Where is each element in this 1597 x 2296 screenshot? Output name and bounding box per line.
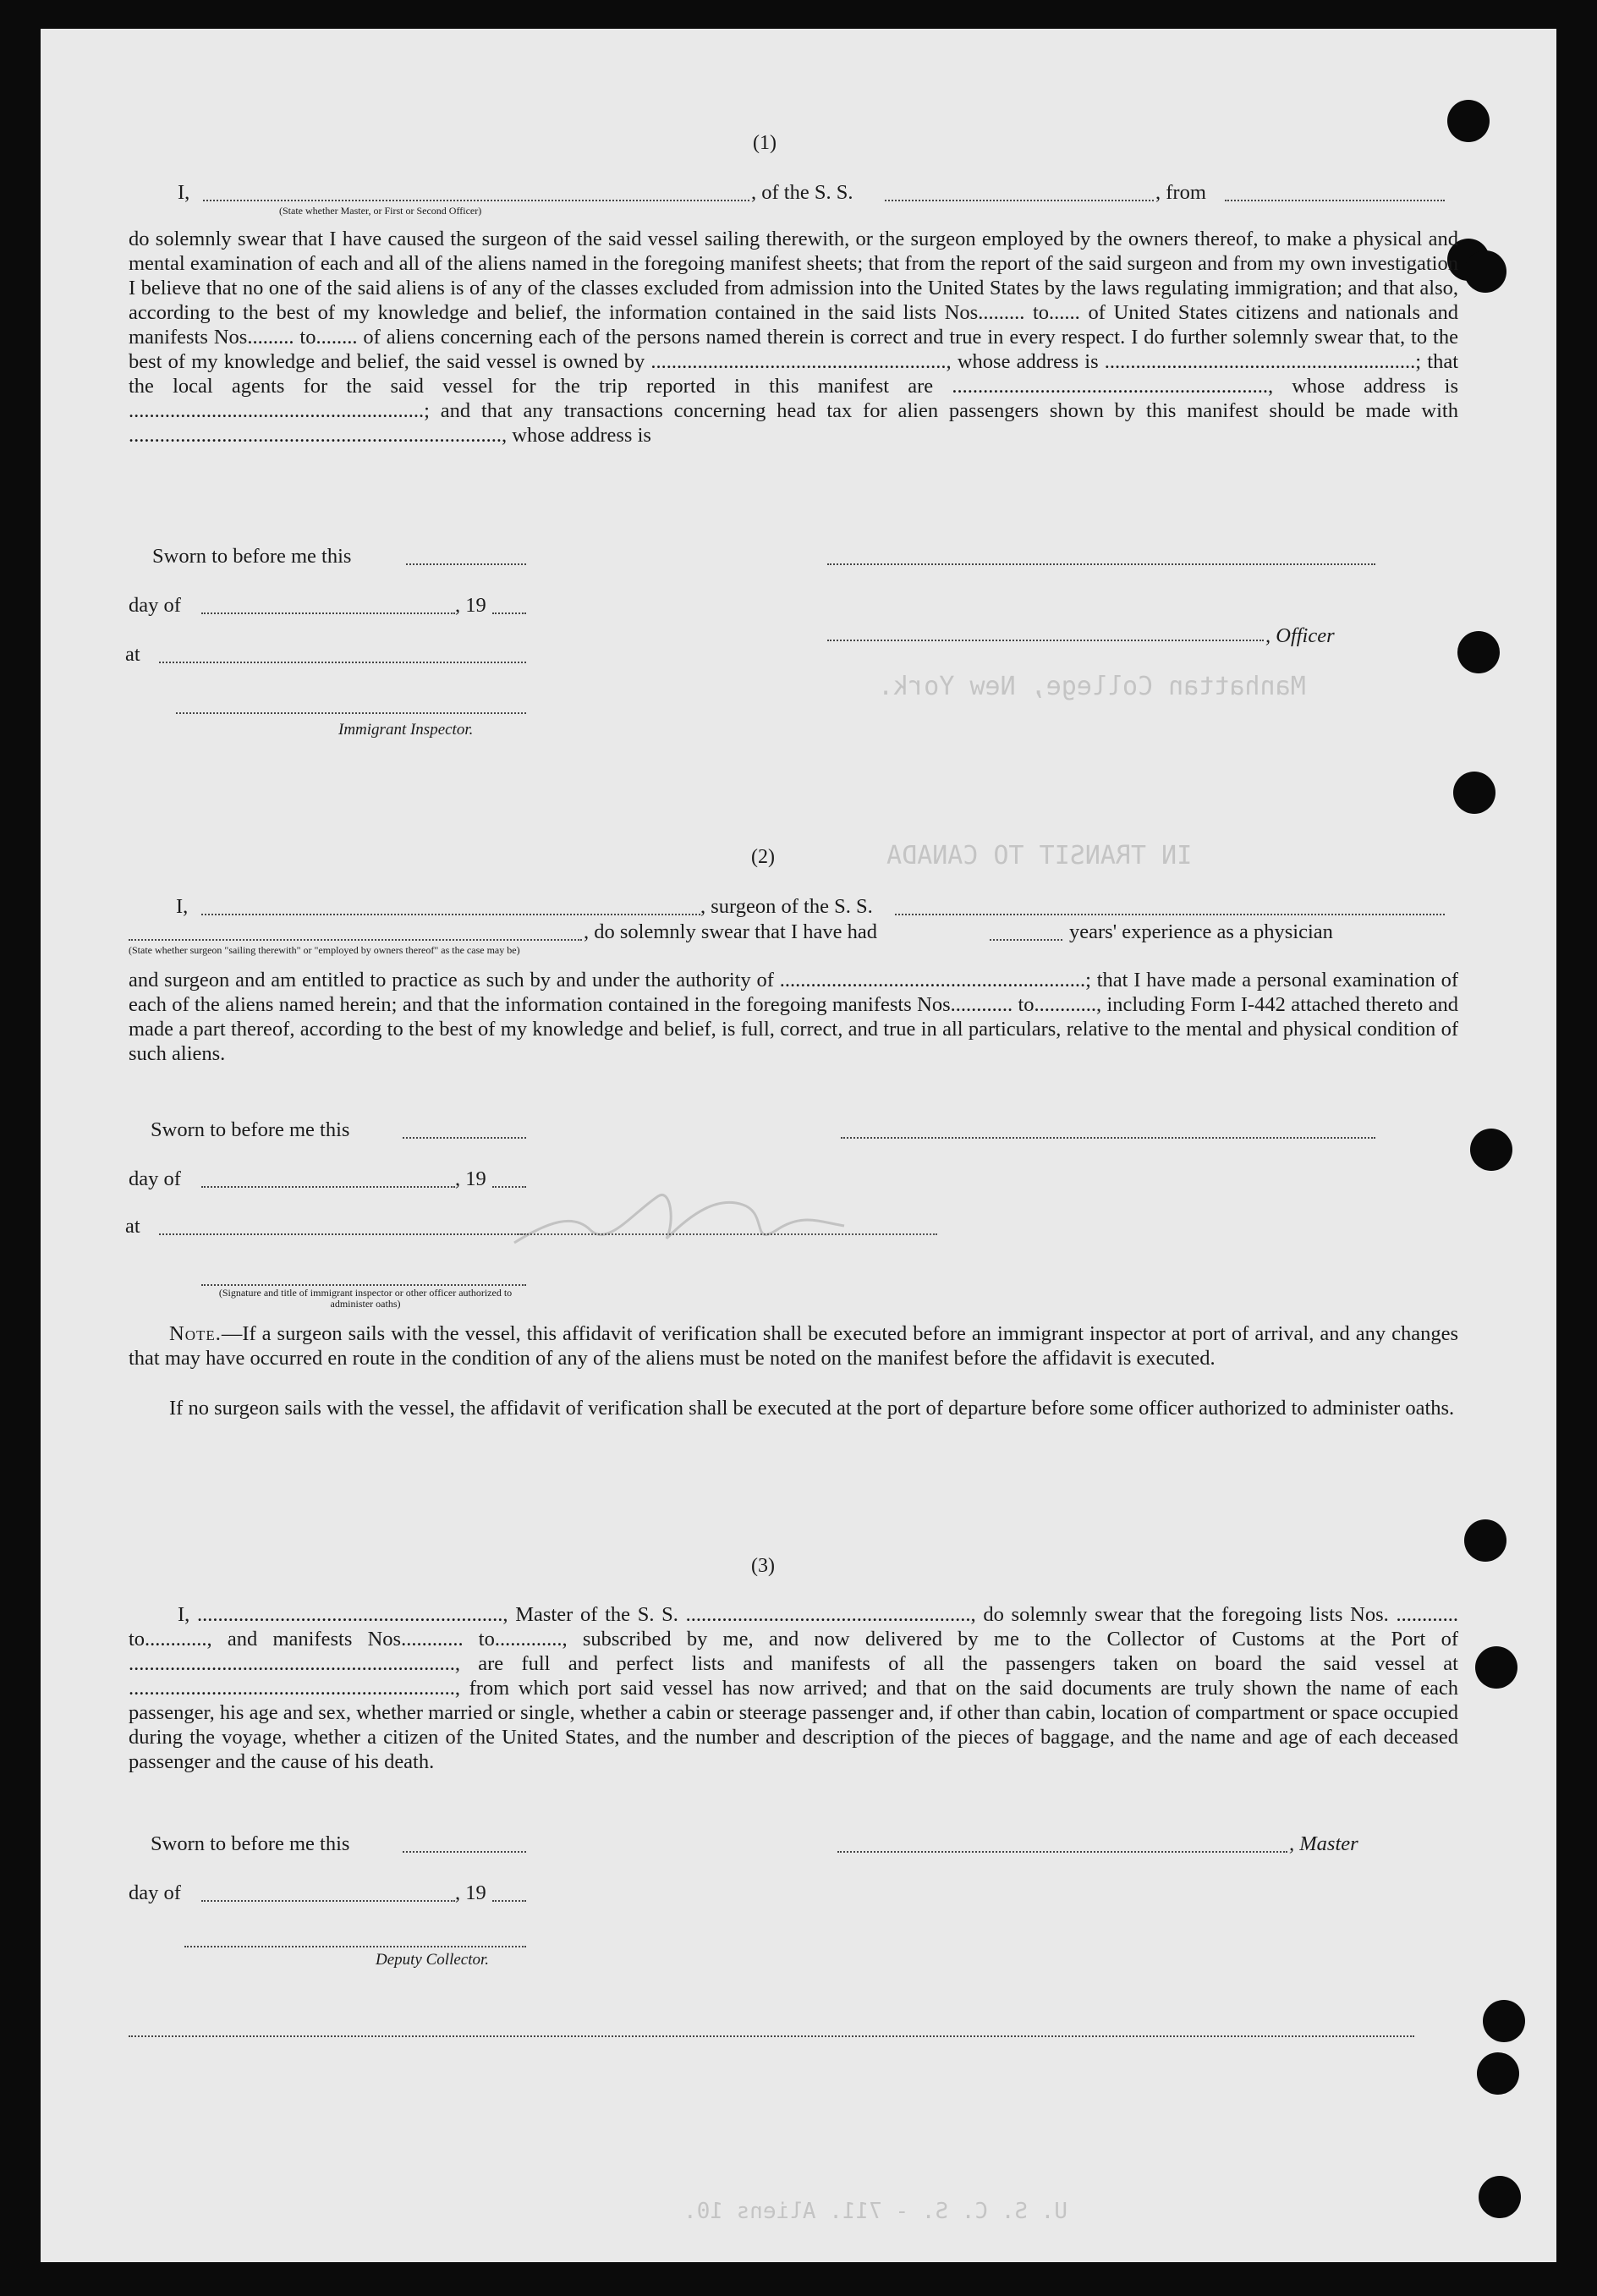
section-2-signature-dots [514, 1233, 937, 1235]
section-1-year: , 19 [455, 594, 486, 617]
section-2-surgeon-of: , surgeon of the S. S. [700, 895, 873, 918]
section-2-vessel-field[interactable] [895, 914, 1445, 915]
note-paragraph-2 [129, 1396, 1458, 1420]
section-1-month-field[interactable] [201, 612, 455, 614]
master-name-field[interactable] [203, 200, 749, 201]
administering-officer-field[interactable] [201, 1284, 526, 1286]
faint-signature [497, 1162, 954, 1264]
master-signature-field[interactable] [837, 1851, 1287, 1853]
bottom-rule [129, 2035, 1414, 2037]
section-1-of-ss: , of the S. S. [751, 181, 853, 204]
officer-label: , Officer [1265, 624, 1335, 647]
section-2-years: years' experience as a physician [1069, 920, 1333, 943]
punch-hole [1479, 2176, 1521, 2218]
section-2-day-of: day of [129, 1167, 181, 1190]
section-1-year-field[interactable] [492, 612, 526, 614]
section-3-sworn: Sworn to before me this [151, 1832, 350, 1855]
master-caption: (State whether Master, or First or Second Officer) [279, 205, 482, 217]
section-2-at-field[interactable] [159, 1233, 526, 1235]
bleed-through-text: U. S. C. S. - 711. Aliens 10. [683, 2199, 1067, 2224]
surgeon-status-field[interactable] [129, 939, 582, 941]
note-label: Note. [169, 1322, 222, 1345]
note-text-1: —If a surgeon sails with the vessel, this affidavit of verification shall be executed before an immigrant inspector at port of arrival, and any changes that may have occurred en route in the condition of any of the aliens must be noted on the manifest before the affidavit is executed. [129, 1322, 1458, 1370]
section-1-heading: (1) [753, 132, 777, 154]
punch-hole [1483, 2000, 1525, 2042]
from-port-field[interactable] [1225, 200, 1445, 201]
note-text-2: If no surgeon sails with the vessel, the affidavit of verification shall be executed at the port of departure before some officer authorized to administer oaths. [169, 1397, 1455, 1420]
form-page [41, 29, 1556, 2262]
immigrant-inspector-label: Immigrant Inspector. [338, 721, 474, 739]
section-2-at: at [125, 1215, 140, 1238]
note-paragraph-1 [129, 1321, 1458, 1370]
section-2-heading: (2) [751, 846, 775, 868]
section-1-signature-line-top[interactable] [827, 563, 1375, 565]
section-1-from: , from [1155, 181, 1206, 204]
punch-hole [1447, 100, 1490, 142]
years-experience-field[interactable] [990, 939, 1062, 941]
section-3-body: I, ..........................................................., Master of the S. S. ......................................................., do solemnly swear that the foregoing lists Nos. ............ to............, and manifests Nos............ to............., subscribed by me, and now delivered by me to the Collector of Customs at the Port of ..............................................................., are full and perfect lists and manifests of all the passengers taken on board the said vessel at ..............................................................., from which port said vessel has now arrived; and that on the said documents are truly shown the name of each passenger, his age and sex, whether married or single, whether a cabin or steerage passenger and, if other than cabin, location of compartment or space occupied during the voyage, whether a citizen of the United States, and the number and description of the pieces of baggage, and the name and age of each deceased passenger and the cause of his death. [129, 1603, 1458, 1773]
inspector-signature-field[interactable] [176, 712, 526, 714]
section-2-month-field[interactable] [201, 1186, 455, 1188]
section-2-year: , 19 [455, 1167, 486, 1190]
section-2-body: and surgeon and am entitled to practice as such by and under the authority of ...........................................................; that I have made a personal examination of each of the aliens named herein; and that the information contained in the foregoing manifests Nos............ to............, including Form I-442 attached thereto and made a part thereof, according to the best of my knowledge and belief, is full, correct, and true in all particulars, relative to the mental and physical condition of such aliens. [129, 969, 1458, 1065]
punch-hole [1464, 1519, 1506, 1562]
section-3-sworn-date-field[interactable] [403, 1851, 526, 1853]
bleed-through-text: IN TRANSIT TO CANADA [886, 841, 1193, 871]
punch-hole [1464, 250, 1506, 293]
punch-hole [1477, 2052, 1519, 2095]
section-3-year: , 19 [455, 1881, 486, 1904]
surgeon-caption: (State whether surgeon "sailing therewith" or "employed by owners thereof" as the case may be) [129, 944, 520, 956]
deputy-collector-label: Deputy Collector. [376, 1951, 490, 1969]
signature-caption: (Signature and title of immigrant inspector or other officer authorized to administer oaths) [218, 1287, 513, 1310]
section-2-swear: , do solemnly swear that I have had [584, 920, 877, 943]
section-2-sworn-date-field[interactable] [403, 1137, 526, 1139]
section-1-i: I, [178, 181, 190, 204]
surgeon-signature-field[interactable] [841, 1137, 1375, 1139]
master-label: , Master [1289, 1832, 1358, 1855]
section-1-sworn-date-field[interactable] [406, 563, 526, 565]
section-2-i: I, [176, 895, 189, 918]
section-1-body: do solemnly swear that I have caused the surgeon of the said vessel sailing therewith, or the surgeon employed by the owners thereof, to make a physical and mental examination of each and all of the aliens named in the foregoing manifest sheets; that from the report of the said surgeon and from my own investigation I believe that no one of the said aliens is of any of the classes excluded from admission into the United States by the laws regulating immigration; and that also, according to the best of my knowledge and belief, the information contained in the said lists Nos......... to...... of United States citizens and nationals and manifests Nos......... to........ of aliens concerning each of the persons named therein is correct and true in every respect. I do further solemnly swear that, to the best of my knowledge and belief, the said vessel is owned by ........................................................., whose address is ............................................................; that the local agents for the said vessel for the trip reported in this manifest are ............................................................., whose address is .........................................................; and that any transactions concerning head tax for alien passengers shown by this manifest should be made with ........................................................................, whose address is [129, 228, 1458, 447]
officer-signature-field[interactable] [827, 640, 1264, 641]
section-1-at: at [125, 643, 140, 666]
punch-hole [1457, 631, 1500, 673]
section-1-at-field[interactable] [159, 662, 526, 663]
section-3-heading: (3) [751, 1555, 775, 1577]
section-1-sworn: Sworn to before me this [152, 545, 352, 568]
section-3-month-field[interactable] [201, 1900, 455, 1902]
punch-hole [1475, 1646, 1517, 1689]
deputy-collector-signature-field[interactable] [184, 1946, 526, 1947]
section-1-day-of: day of [129, 594, 181, 617]
vessel-name-field[interactable] [885, 200, 1154, 201]
surgeon-name-field[interactable] [201, 914, 700, 915]
section-3-year-field[interactable] [492, 1900, 526, 1902]
punch-hole [1453, 772, 1495, 814]
punch-hole [1470, 1129, 1512, 1171]
section-3-day-of: day of [129, 1881, 181, 1904]
section-2-sworn: Sworn to before me this [151, 1118, 350, 1141]
bleed-through-text: Manhattan College, New York. [878, 672, 1306, 701]
